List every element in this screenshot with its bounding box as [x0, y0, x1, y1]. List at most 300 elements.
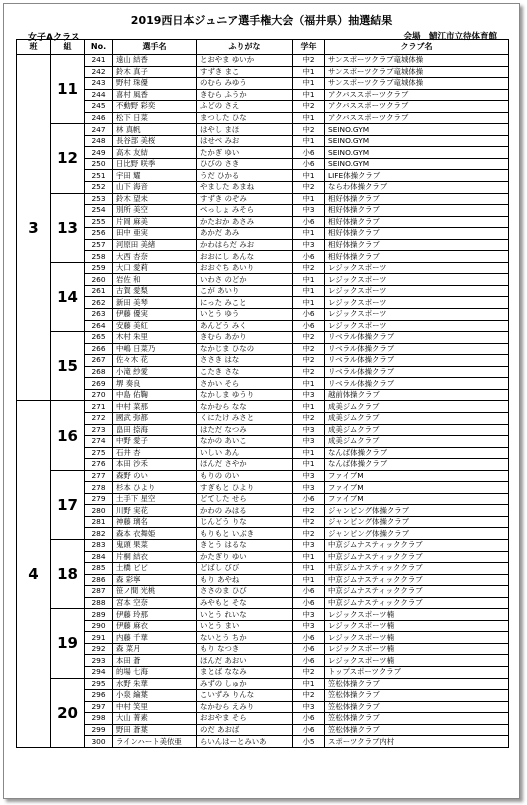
entry-number-cell: 289	[85, 609, 113, 621]
table-row	[17, 320, 509, 332]
kumi-cell: 12	[51, 124, 85, 193]
club-name-cell: アクバススポーツクラブ	[325, 101, 509, 113]
table-row	[17, 239, 509, 251]
club-name-cell: リベラル体操クラブ	[325, 332, 509, 344]
club-name-cell: 相好体操クラブ	[325, 239, 509, 251]
athlete-kana-cell: ないとう ちか	[197, 632, 293, 644]
club-name-cell: SEINO.GYM	[325, 124, 509, 136]
club-name-cell: 中京ジムナスティッククラブ	[325, 586, 509, 598]
athlete-kana-cell: あかだ あみ	[197, 228, 293, 240]
club-name-cell: ならわ体操クラブ	[325, 182, 509, 194]
col-header-kumi: 組	[51, 40, 85, 55]
athlete-name-cell: 山下 海音	[113, 182, 197, 194]
club-name-cell: レジックスポーツ	[325, 285, 509, 297]
kumi-cell: 19	[51, 609, 85, 678]
grade-cell: 中2	[293, 505, 325, 517]
athlete-name-cell: 本田 沙禾	[113, 459, 197, 471]
table-row	[17, 378, 509, 390]
entry-number-cell: 282	[85, 528, 113, 540]
table-row	[17, 228, 509, 240]
grade-cell: 中1	[293, 285, 325, 297]
table-row	[17, 158, 509, 170]
club-name-cell: 中京ジムナスティッククラブ	[325, 539, 509, 551]
kumi-cell: 14	[51, 262, 85, 331]
athlete-name-cell: 長谷部 美桜	[113, 135, 197, 147]
grade-cell: 小5	[293, 736, 325, 748]
table-row	[17, 366, 509, 378]
entry-number-cell: 247	[85, 124, 113, 136]
athlete-name-cell: 堺 奏良	[113, 378, 197, 390]
table-row	[17, 620, 509, 632]
athlete-name-cell: 佐々木 花	[113, 355, 197, 367]
club-name-cell: 相好体操クラブ	[325, 228, 509, 240]
athlete-name-cell: 岩佐 和	[113, 274, 197, 286]
athlete-name-cell: 杉本 ひより	[113, 482, 197, 494]
athlete-name-cell: ラインハート美依亜	[113, 736, 197, 748]
grade-cell: 小6	[293, 597, 325, 609]
table-row	[17, 643, 509, 655]
club-name-cell: ファイブM	[325, 482, 509, 494]
entry-number-cell: 280	[85, 505, 113, 517]
club-name-cell: 中京ジムナスティッククラブ	[325, 563, 509, 575]
athlete-name-cell: 宮本 空奈	[113, 597, 197, 609]
club-name-cell: レジックスポーツ	[325, 309, 509, 321]
document-title: 2019西日本ジュニア選手権大会（福井県）抽選結果	[130, 14, 393, 27]
club-name-cell: スポーツクラブ内村	[325, 736, 509, 748]
entry-number-cell: 248	[85, 135, 113, 147]
athlete-name-cell: 野村 珠優	[113, 78, 197, 90]
entry-number-cell: 293	[85, 655, 113, 667]
kumi-cell: 16	[51, 401, 85, 470]
athlete-kana-cell: のむら みゆう	[197, 78, 293, 90]
grade-cell: 中1	[293, 459, 325, 471]
athlete-name-cell: 鈴木 真子	[113, 66, 197, 78]
entry-number-cell: 265	[85, 332, 113, 344]
athlete-name-cell: 川野 実花	[113, 505, 197, 517]
athlete-kana-cell: おおやま そら	[197, 713, 293, 725]
entry-number-cell: 258	[85, 251, 113, 263]
grade-cell: 中3	[293, 389, 325, 401]
table-row	[17, 182, 509, 194]
table-row	[17, 424, 509, 436]
club-name-cell: リベラル体操クラブ	[325, 343, 509, 355]
kumi-cell: 11	[51, 55, 85, 124]
table-row	[17, 193, 509, 205]
athlete-kana-cell: いわさ のどか	[197, 274, 293, 286]
athlete-name-cell: 鬼頭 果菜	[113, 539, 197, 551]
athlete-name-cell: 中島 佑鞠	[113, 389, 197, 401]
table-row	[17, 285, 509, 297]
entry-number-cell: 297	[85, 701, 113, 713]
club-name-cell: SEINO.GYM	[325, 158, 509, 170]
athlete-kana-cell: いとう れいな	[197, 609, 293, 621]
grade-cell: 小6	[293, 643, 325, 655]
col-header-grade: 学年	[293, 40, 325, 55]
athlete-name-cell: 片桐 結衣	[113, 551, 197, 563]
entry-number-cell: 291	[85, 632, 113, 644]
athlete-name-cell: 野田 蒼葉	[113, 724, 197, 736]
grade-cell: 中3	[293, 620, 325, 632]
club-name-cell: 相好体操クラブ	[325, 216, 509, 228]
athlete-name-cell: 土手下 星空	[113, 493, 197, 505]
grade-cell: 中1	[293, 228, 325, 240]
athlete-kana-cell: こが あいり	[197, 285, 293, 297]
athlete-name-cell: 中野 愛子	[113, 436, 197, 448]
table-row	[17, 124, 509, 136]
athlete-kana-cell: なかむら なな	[197, 401, 293, 413]
athlete-kana-cell: おおぐち あいり	[197, 262, 293, 274]
athlete-name-cell: 土橋 ビビ	[113, 563, 197, 575]
entry-number-cell: 287	[85, 586, 113, 598]
table-row	[17, 355, 509, 367]
entry-number-cell: 267	[85, 355, 113, 367]
grade-cell: 中3	[293, 436, 325, 448]
club-name-cell: SEINO.GYM	[325, 135, 509, 147]
grade-cell: 中1	[293, 297, 325, 309]
table-row	[17, 539, 509, 551]
grade-cell: 中2	[293, 124, 325, 136]
grade-cell: 小6	[293, 493, 325, 505]
entry-number-cell: 275	[85, 447, 113, 459]
grade-cell: 小6	[293, 713, 325, 725]
table-row	[17, 713, 509, 725]
grade-cell: 中1	[293, 274, 325, 286]
grade-cell: 中2	[293, 690, 325, 702]
athlete-kana-cell: あんどう みく	[197, 320, 293, 332]
athlete-kana-cell: とおやま ゆいか	[197, 55, 293, 67]
entry-number-cell: 269	[85, 378, 113, 390]
club-name-cell: リベラル体操クラブ	[325, 366, 509, 378]
club-name-cell: レジックスポーツ	[325, 274, 509, 286]
table-row	[17, 563, 509, 575]
entry-number-cell: 243	[85, 78, 113, 90]
entry-number-cell: 251	[85, 170, 113, 182]
athlete-name-cell: 森本 衣舞姫	[113, 528, 197, 540]
athlete-kana-cell: はただ なつみ	[197, 424, 293, 436]
table-row	[17, 632, 509, 644]
club-name-cell: 成美ジムクラブ	[325, 401, 509, 413]
table-row	[17, 678, 509, 690]
entry-number-cell: 296	[85, 690, 113, 702]
club-name-cell: レジックスポーツ	[325, 262, 509, 274]
club-name-cell: 相好体操クラブ	[325, 251, 509, 263]
table-row	[17, 78, 509, 90]
athlete-name-cell: 笹ノ間 光桃	[113, 586, 197, 598]
athlete-name-cell: 森 菜月	[113, 643, 197, 655]
table-row	[17, 297, 509, 309]
athlete-kana-cell: きむら あかり	[197, 332, 293, 344]
athlete-name-cell: 林 真帆	[113, 124, 197, 136]
venue-label: 会場 鯖江市立待体育館	[403, 32, 497, 42]
entry-number-cell: 259	[85, 262, 113, 274]
grade-cell: 中2	[293, 355, 325, 367]
kumi-cell: 17	[51, 470, 85, 539]
grade-cell: 小6	[293, 586, 325, 598]
athlete-kana-cell: はせべ みお	[197, 135, 293, 147]
entry-number-cell: 271	[85, 401, 113, 413]
athlete-kana-cell: じんどう りな	[197, 516, 293, 528]
athlete-kana-cell: いしい あん	[197, 447, 293, 459]
athlete-kana-cell: ふどの さえ	[197, 101, 293, 113]
table-row	[17, 574, 509, 586]
entry-number-cell: 257	[85, 239, 113, 251]
club-name-cell: レジックスポーツ楠	[325, 655, 509, 667]
club-name-cell: 中京ジムナスティッククラブ	[325, 597, 509, 609]
table-row	[17, 701, 509, 713]
athlete-name-cell: 古賀 愛梨	[113, 285, 197, 297]
athlete-name-cell: 水野 朱華	[113, 678, 197, 690]
athlete-kana-cell: おおにし あんな	[197, 251, 293, 263]
table-row	[17, 690, 509, 702]
club-name-cell: 相好体操クラブ	[325, 205, 509, 217]
grade-cell: 中1	[293, 551, 325, 563]
table-row	[17, 736, 509, 748]
club-name-cell: 越前体操クラブ	[325, 389, 509, 401]
entry-number-cell: 276	[85, 459, 113, 471]
grade-cell: 小6	[293, 320, 325, 332]
athlete-kana-cell: かたおか あさみ	[197, 216, 293, 228]
club-name-cell: ジャンピング体操クラブ	[325, 528, 509, 540]
table-row	[17, 274, 509, 286]
grade-cell: 小6	[293, 158, 325, 170]
entry-number-cell: 298	[85, 713, 113, 725]
grade-cell: 中1	[293, 563, 325, 575]
athlete-kana-cell: やました あまね	[197, 182, 293, 194]
grade-cell: 中3	[293, 539, 325, 551]
athlete-name-cell: 新田 美琴	[113, 297, 197, 309]
entry-number-cell: 274	[85, 436, 113, 448]
grade-cell: 小6	[293, 309, 325, 321]
athlete-name-cell: 森野 のい	[113, 470, 197, 482]
athlete-name-cell: 鈴木 望未	[113, 193, 197, 205]
athlete-kana-cell: くにたけ みさと	[197, 412, 293, 424]
col-header-kana: ふりがな	[197, 40, 293, 55]
club-name-cell: 相好体操クラブ	[325, 193, 509, 205]
athlete-name-cell: 大西 杏奈	[113, 251, 197, 263]
athlete-name-cell: 片岡 麻美	[113, 216, 197, 228]
grade-cell: 小6	[293, 251, 325, 263]
table-row	[17, 412, 509, 424]
table-row	[17, 216, 509, 228]
table-row	[17, 401, 509, 413]
grade-cell: 中2	[293, 262, 325, 274]
grade-cell: 中2	[293, 332, 325, 344]
grade-cell: 中2	[293, 516, 325, 528]
athlete-name-cell: 石井 杏	[113, 447, 197, 459]
athlete-kana-cell: いとう ゆう	[197, 309, 293, 321]
athlete-kana-cell: きむら ふうか	[197, 89, 293, 101]
athlete-name-cell: 喜村 風香	[113, 89, 197, 101]
grade-cell: 中2	[293, 412, 325, 424]
athlete-kana-cell: すぎもと ひより	[197, 482, 293, 494]
athlete-name-cell: 宇田 耀	[113, 170, 197, 182]
entry-number-cell: 256	[85, 228, 113, 240]
entry-number-cell: 244	[85, 89, 113, 101]
grade-cell: 小6	[293, 216, 325, 228]
col-header-no: No.	[85, 40, 113, 55]
athlete-name-cell: 神藤 璃名	[113, 516, 197, 528]
athlete-kana-cell: きとう はるな	[197, 539, 293, 551]
athlete-kana-cell: みずの しゅか	[197, 678, 293, 690]
table-row	[17, 389, 509, 401]
table-row	[17, 205, 509, 217]
table-row	[17, 101, 509, 113]
athlete-kana-cell: もり なつき	[197, 643, 293, 655]
grade-cell: 中1	[293, 170, 325, 182]
grade-cell: 中1	[293, 447, 325, 459]
club-name-cell: LIFE体操クラブ	[325, 170, 509, 182]
table-row	[17, 586, 509, 598]
athlete-kana-cell: いとう まい	[197, 620, 293, 632]
table-row	[17, 459, 509, 471]
table-row	[17, 55, 509, 67]
athlete-kana-cell: こいずみ りんな	[197, 690, 293, 702]
athlete-kana-cell: かわの みはる	[197, 505, 293, 517]
han-cell: 3	[17, 55, 51, 401]
athlete-name-cell: 小泉 綸葉	[113, 690, 197, 702]
entry-number-cell: 253	[85, 193, 113, 205]
athlete-name-cell: 的場 七海	[113, 666, 197, 678]
grade-cell: 中2	[293, 343, 325, 355]
athlete-name-cell: 松下 日菜	[113, 112, 197, 124]
grade-cell: 中1	[293, 193, 325, 205]
entry-number-cell: 255	[85, 216, 113, 228]
club-name-cell: レジックスポーツ楠	[325, 632, 509, 644]
grade-cell: 中3	[293, 482, 325, 494]
table-row	[17, 528, 509, 540]
table-row	[17, 505, 509, 517]
entry-number-cell: 249	[85, 147, 113, 159]
entry-number-cell: 250	[85, 158, 113, 170]
grade-cell: 中2	[293, 366, 325, 378]
athlete-kana-cell: どてした せら	[197, 493, 293, 505]
club-name-cell: 中京ジムナスティッククラブ	[325, 574, 509, 586]
grade-cell: 中2	[293, 101, 325, 113]
athlete-kana-cell: なかの あいこ	[197, 436, 293, 448]
club-name-cell: リベラル体操クラブ	[325, 378, 509, 390]
grade-cell: 小6	[293, 632, 325, 644]
club-name-cell: 笠松体操クラブ	[325, 701, 509, 713]
athlete-name-cell: 伊藤 麻衣	[113, 620, 197, 632]
club-name-cell: レジックスポーツ楠	[325, 609, 509, 621]
athlete-kana-cell: なかむら えみり	[197, 701, 293, 713]
club-name-cell: サンスポーツクラブ竜城体操	[325, 66, 509, 78]
kumi-cell: 15	[51, 332, 85, 401]
table-row	[17, 551, 509, 563]
col-header-name: 選手名	[113, 40, 197, 55]
athlete-name-cell: 日比野 咲季	[113, 158, 197, 170]
athlete-kana-cell: すずき まこ	[197, 66, 293, 78]
entry-number-cell: 294	[85, 666, 113, 678]
entry-number-cell: 262	[85, 297, 113, 309]
athlete-kana-cell: ささのま ひび	[197, 586, 293, 598]
kumi-cell: 18	[51, 539, 85, 608]
athlete-name-cell: 中村 菜那	[113, 401, 197, 413]
athlete-name-cell: 國武 弥都	[113, 412, 197, 424]
entry-number-cell: 270	[85, 389, 113, 401]
athlete-kana-cell: こたき さな	[197, 366, 293, 378]
entry-number-cell: 264	[85, 320, 113, 332]
table-header-row	[17, 40, 509, 55]
athlete-kana-cell: はやし まほ	[197, 124, 293, 136]
entry-number-cell: 285	[85, 563, 113, 575]
club-name-cell: 笠松体操クラブ	[325, 713, 509, 725]
entry-number-cell: 242	[85, 66, 113, 78]
athlete-kana-cell: うだ ひかる	[197, 170, 293, 182]
club-name-cell: ジャンピング体操クラブ	[325, 505, 509, 517]
table-body	[17, 55, 509, 748]
entry-number-cell: 263	[85, 309, 113, 321]
athlete-name-cell: 伊藤 優実	[113, 309, 197, 321]
table-row	[17, 609, 509, 621]
athlete-name-cell: 小滝 紗愛	[113, 366, 197, 378]
athlete-kana-cell: らいんはーとみいあ	[197, 736, 293, 748]
club-name-cell: 笠松体操クラブ	[325, 678, 509, 690]
table-row	[17, 493, 509, 505]
table-row	[17, 332, 509, 344]
entry-number-cell: 284	[85, 551, 113, 563]
table-row	[17, 262, 509, 274]
grade-cell: 中3	[293, 239, 325, 251]
grade-cell: 中2	[293, 55, 325, 67]
entry-number-cell: 277	[85, 470, 113, 482]
table-row	[17, 112, 509, 124]
table-row	[17, 89, 509, 101]
athlete-kana-cell: ひびの さき	[197, 158, 293, 170]
athlete-name-cell: 不動野 彩奕	[113, 101, 197, 113]
grade-cell: 中1	[293, 112, 325, 124]
table-row	[17, 436, 509, 448]
grade-cell: 中1	[293, 78, 325, 90]
entry-number-cell: 281	[85, 516, 113, 528]
entry-number-cell: 300	[85, 736, 113, 748]
athlete-name-cell: 大山 菁素	[113, 713, 197, 725]
athlete-name-cell: 遠山 結香	[113, 55, 197, 67]
club-name-cell: ファイブM	[325, 493, 509, 505]
grade-cell: 中1	[293, 401, 325, 413]
athlete-kana-cell: かたぎり ゆい	[197, 551, 293, 563]
athlete-name-cell: 本田 蒼	[113, 655, 197, 667]
han-cell: 4	[17, 401, 51, 747]
grade-cell: 中1	[293, 678, 325, 690]
athlete-kana-cell: ほんだ あおい	[197, 655, 293, 667]
grade-cell: 中1	[293, 135, 325, 147]
entry-number-cell: 299	[85, 724, 113, 736]
draw-results-table	[16, 39, 509, 748]
athlete-kana-cell: ほんだ さやか	[197, 459, 293, 471]
club-name-cell: ジャンピング体操クラブ	[325, 516, 509, 528]
club-name-cell: 中京ジムナスティッククラブ	[325, 551, 509, 563]
table-row	[17, 170, 509, 182]
entry-number-cell: 252	[85, 182, 113, 194]
club-name-cell: レジックスポーツ	[325, 320, 509, 332]
entry-number-cell: 273	[85, 424, 113, 436]
col-header-club: クラブ名	[325, 40, 509, 55]
athlete-name-cell: 大口 愛莉	[113, 262, 197, 274]
athlete-name-cell: 河原田 美緒	[113, 239, 197, 251]
grade-cell: 中1	[293, 89, 325, 101]
entry-number-cell: 260	[85, 274, 113, 286]
table-row	[17, 516, 509, 528]
club-name-cell: なんば体操クラブ	[325, 459, 509, 471]
athlete-kana-cell: もりもと いぶき	[197, 528, 293, 540]
club-name-cell: レジックスポーツ楠	[325, 643, 509, 655]
club-name-cell: アクバススポーツクラブ	[325, 112, 509, 124]
entry-number-cell: 261	[85, 285, 113, 297]
grade-cell: 中1	[293, 574, 325, 586]
club-name-cell: リベラル体操クラブ	[325, 355, 509, 367]
athlete-name-cell: 中村 笑里	[113, 701, 197, 713]
